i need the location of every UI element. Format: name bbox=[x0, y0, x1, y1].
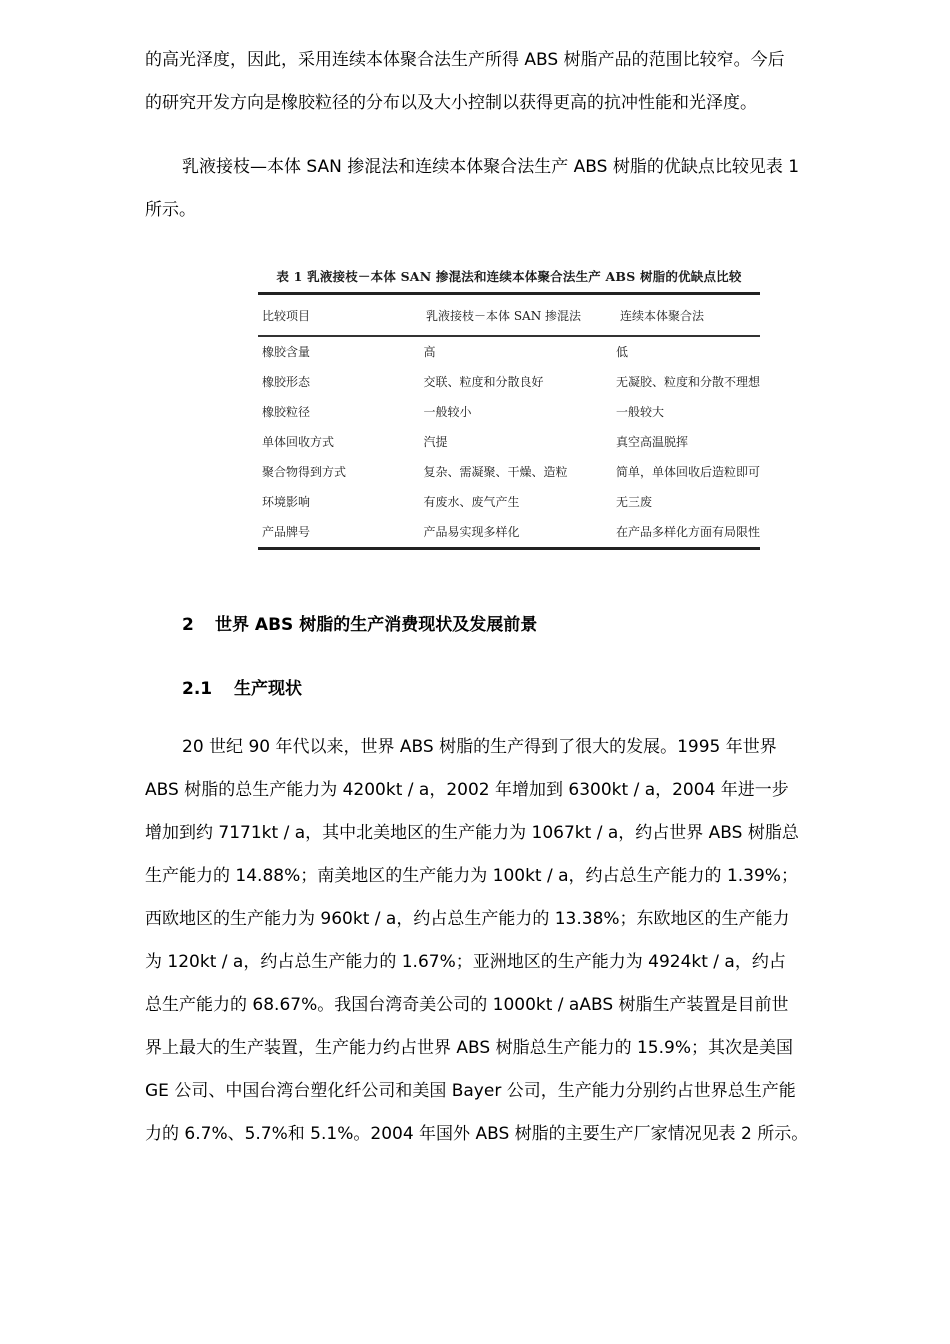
paragraph-line: 力的 6.7%、5.7%和 5.1%。2004 年国外 ABS 树脂的主要生产厂家情况见表 2 所示。 bbox=[145, 1124, 809, 1144]
table-row bbox=[258, 427, 760, 457]
table-cell: 低 bbox=[615, 345, 628, 359]
table-cell: 聚合物得到方式 bbox=[262, 465, 347, 479]
paragraph-line: 乳液接枝—本体 SAN 掺混法和连续本体聚合法生产 ABS 树脂的优缺点比较见表 1 bbox=[182, 157, 800, 177]
table-cell: 复杂、需凝聚、干燥、造粒 bbox=[423, 465, 568, 479]
table-cell: 产品牌号 bbox=[262, 525, 311, 539]
table-cell: 产品易实现多样化 bbox=[423, 525, 520, 539]
paragraph-line: 的研究开发方向是橡胶粒径的分布以及大小控制以获得更高的抗冲性能和光泽度。 bbox=[145, 93, 757, 113]
table-cell: 交联、粒度和分散良好 bbox=[423, 375, 544, 389]
table-cell: 简单，单体回收后造粒即可 bbox=[615, 465, 760, 479]
header-cell: 比较项目 bbox=[262, 308, 311, 323]
paragraph-line: ABS 树脂的总生产能力为 4200kt / a，2002 年增加到 6300kt / a，2004 年进一步 bbox=[145, 780, 789, 800]
table-cell: 一般较小 bbox=[423, 405, 472, 419]
comparison-table bbox=[258, 295, 760, 335]
table-cell: 无三废 bbox=[615, 495, 652, 509]
paragraph-line: 总生产能力的 68.67%。我国台湾奇美公司的 1000kt / aABS 树脂生产装置是目前世 bbox=[145, 995, 789, 1015]
table1-figure bbox=[258, 262, 760, 550]
table-row bbox=[258, 457, 760, 487]
header-cell: 连续本体聚合法 bbox=[620, 308, 705, 323]
table1-caption: 表 1 乳液接枝－本体 SAN 掺混法和连续本体聚合法生产 ABS 树脂的优缺点比较 bbox=[276, 269, 742, 284]
table-row bbox=[258, 367, 760, 397]
table-cell: 单体回收方式 bbox=[262, 435, 335, 449]
paragraph-line: GE 公司、中国台湾台塑化纤公司和美国 Bayer 公司，生产能力分别约占世界总生产能 bbox=[145, 1081, 796, 1101]
table-reference-paragraph bbox=[145, 146, 885, 232]
paragraph-line: 界上最大的生产装置，生产能力约占世界 ABS 树脂总生产能力的 15.9%；其次是美国 bbox=[145, 1038, 793, 1058]
table-cell: 无凝胶、粒度和分散不理想 bbox=[615, 375, 760, 389]
table-cell: 橡胶形态 bbox=[262, 375, 311, 389]
section-title: 生产现状 bbox=[234, 679, 302, 699]
section-number: 2.1 bbox=[182, 679, 213, 699]
table-cell: 汽提 bbox=[423, 435, 448, 449]
table-cell: 一般较大 bbox=[615, 405, 664, 419]
section-2-heading bbox=[182, 610, 537, 635]
paragraph-line: 增加到约 7171kt / a，其中北美地区的生产能力为 1067kt / a，约占世界 ABS 树脂总 bbox=[145, 823, 799, 843]
table-cell: 在产品多样化方面有局限性 bbox=[615, 525, 760, 539]
section-number: 2 bbox=[182, 615, 194, 635]
table-cell: 橡胶含量 bbox=[262, 345, 311, 359]
paragraph-line: 生产能力的 14.88%；南美地区的生产能力为 100kt / a，约占总生产能力的 1.39%； bbox=[145, 866, 798, 886]
table-row bbox=[258, 487, 760, 517]
table-cell: 真空高温脱挥 bbox=[615, 435, 688, 449]
table-row bbox=[258, 397, 760, 427]
table-row bbox=[258, 337, 760, 367]
intro-paragraph bbox=[145, 39, 885, 125]
table-cell: 高 bbox=[423, 345, 436, 359]
section-title: 世界 ABS 树脂的生产消费现状及发展前景 bbox=[215, 615, 538, 635]
comparison-table-body bbox=[258, 337, 760, 547]
header-cell: 乳液接枝－本体 SAN 掺混法 bbox=[426, 308, 582, 323]
paragraph-line: 的高光泽度，因此，采用连续本体聚合法生产所得 ABS 树脂产品的范围比较窄。今后 bbox=[145, 50, 785, 70]
table-header-row bbox=[258, 295, 760, 335]
section-2-1-heading bbox=[182, 674, 302, 699]
paragraph-line: 西欧地区的生产能力为 960kt / a，约占总生产能力的 13.38%；东欧地区的生产能力 bbox=[145, 909, 790, 929]
paragraph-line: 为 120kt / a，约占总生产能力的 1.67%；亚洲地区的生产能力为 4924kt / a，约占 bbox=[145, 952, 786, 972]
table-cell: 橡胶粒径 bbox=[262, 405, 311, 419]
table-bottom-rule bbox=[258, 547, 760, 550]
table-row bbox=[258, 517, 760, 547]
table-cell: 环境影响 bbox=[262, 495, 311, 509]
paragraph-line: 20 世纪 90 年代以来，世界 ABS 树脂的生产得到了很大的发展。1995 年世界 bbox=[182, 737, 777, 757]
table-cell: 有废水、废气产生 bbox=[423, 495, 520, 509]
paragraph-line: 所示。 bbox=[145, 200, 196, 220]
production-status-paragraph bbox=[145, 726, 885, 1156]
